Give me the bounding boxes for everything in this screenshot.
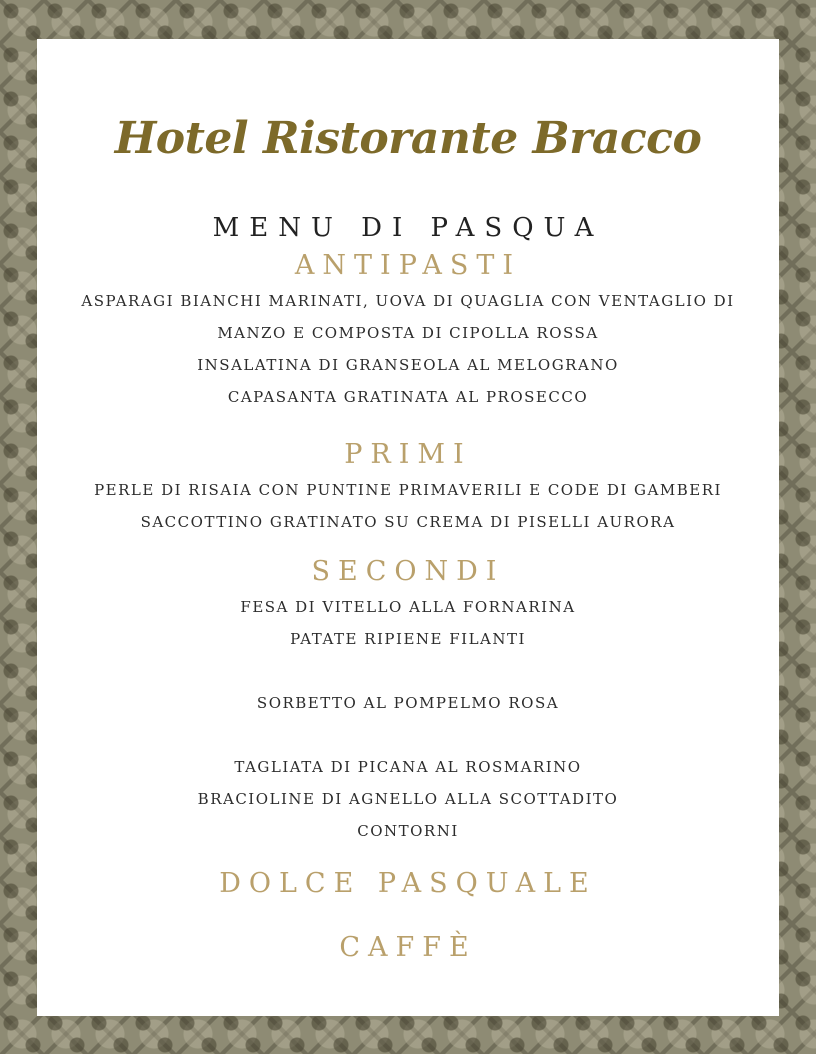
restaurant-title: Hotel Ristorante Bracco (114, 113, 702, 164)
menu-item: INSALATINA DI GRANSEOLA AL MELOGRANO (197, 356, 619, 374)
section-heading-primi: PRIMI (344, 439, 472, 470)
menu-item: CAPASANTA GRATINATA AL PROSECCO (227, 388, 589, 406)
menu-item: PERLE DI RISAIA CON PUNTINE PRIMAVERILI E CODE DI GAMBERI (94, 481, 722, 499)
menu-item: PATATE RIPIENE FILANTI (290, 630, 526, 648)
menu-item: BRACIOLINE DI AGNELLO ALLA SCOTTADITO (197, 790, 619, 808)
menu-item: ASPARAGI BIANCHI MARINATI, UOVA DI QUAGLIA CON VENTAGLIO DI (81, 292, 735, 310)
menu-item: MANZO E COMPOSTA DI CIPOLLA ROSSA (217, 324, 599, 342)
menu-card (37, 39, 779, 1016)
section-heading-caffe: CAFFÈ (339, 932, 477, 963)
menu-item: FESA DI VITELLO ALLA FORNARINA (240, 598, 576, 616)
section-heading-antipasti: ANTIPASTI (294, 250, 522, 281)
menu-item: CONTORNI (357, 822, 459, 840)
menu-item: SORBETTO AL POMPELMO ROSA (256, 694, 560, 712)
menu-subtitle: MENU DI PASQUA (212, 213, 604, 243)
menu-item: TAGLIATA DI PICANA AL ROSMARINO (234, 758, 582, 776)
section-heading-secondi: SECONDI (311, 556, 505, 587)
section-heading-dolce: DOLCE PASQUALE (219, 868, 597, 899)
menu-item: SACCOTTINO GRATINATO SU CREMA DI PISELLI AURORA (140, 513, 676, 531)
